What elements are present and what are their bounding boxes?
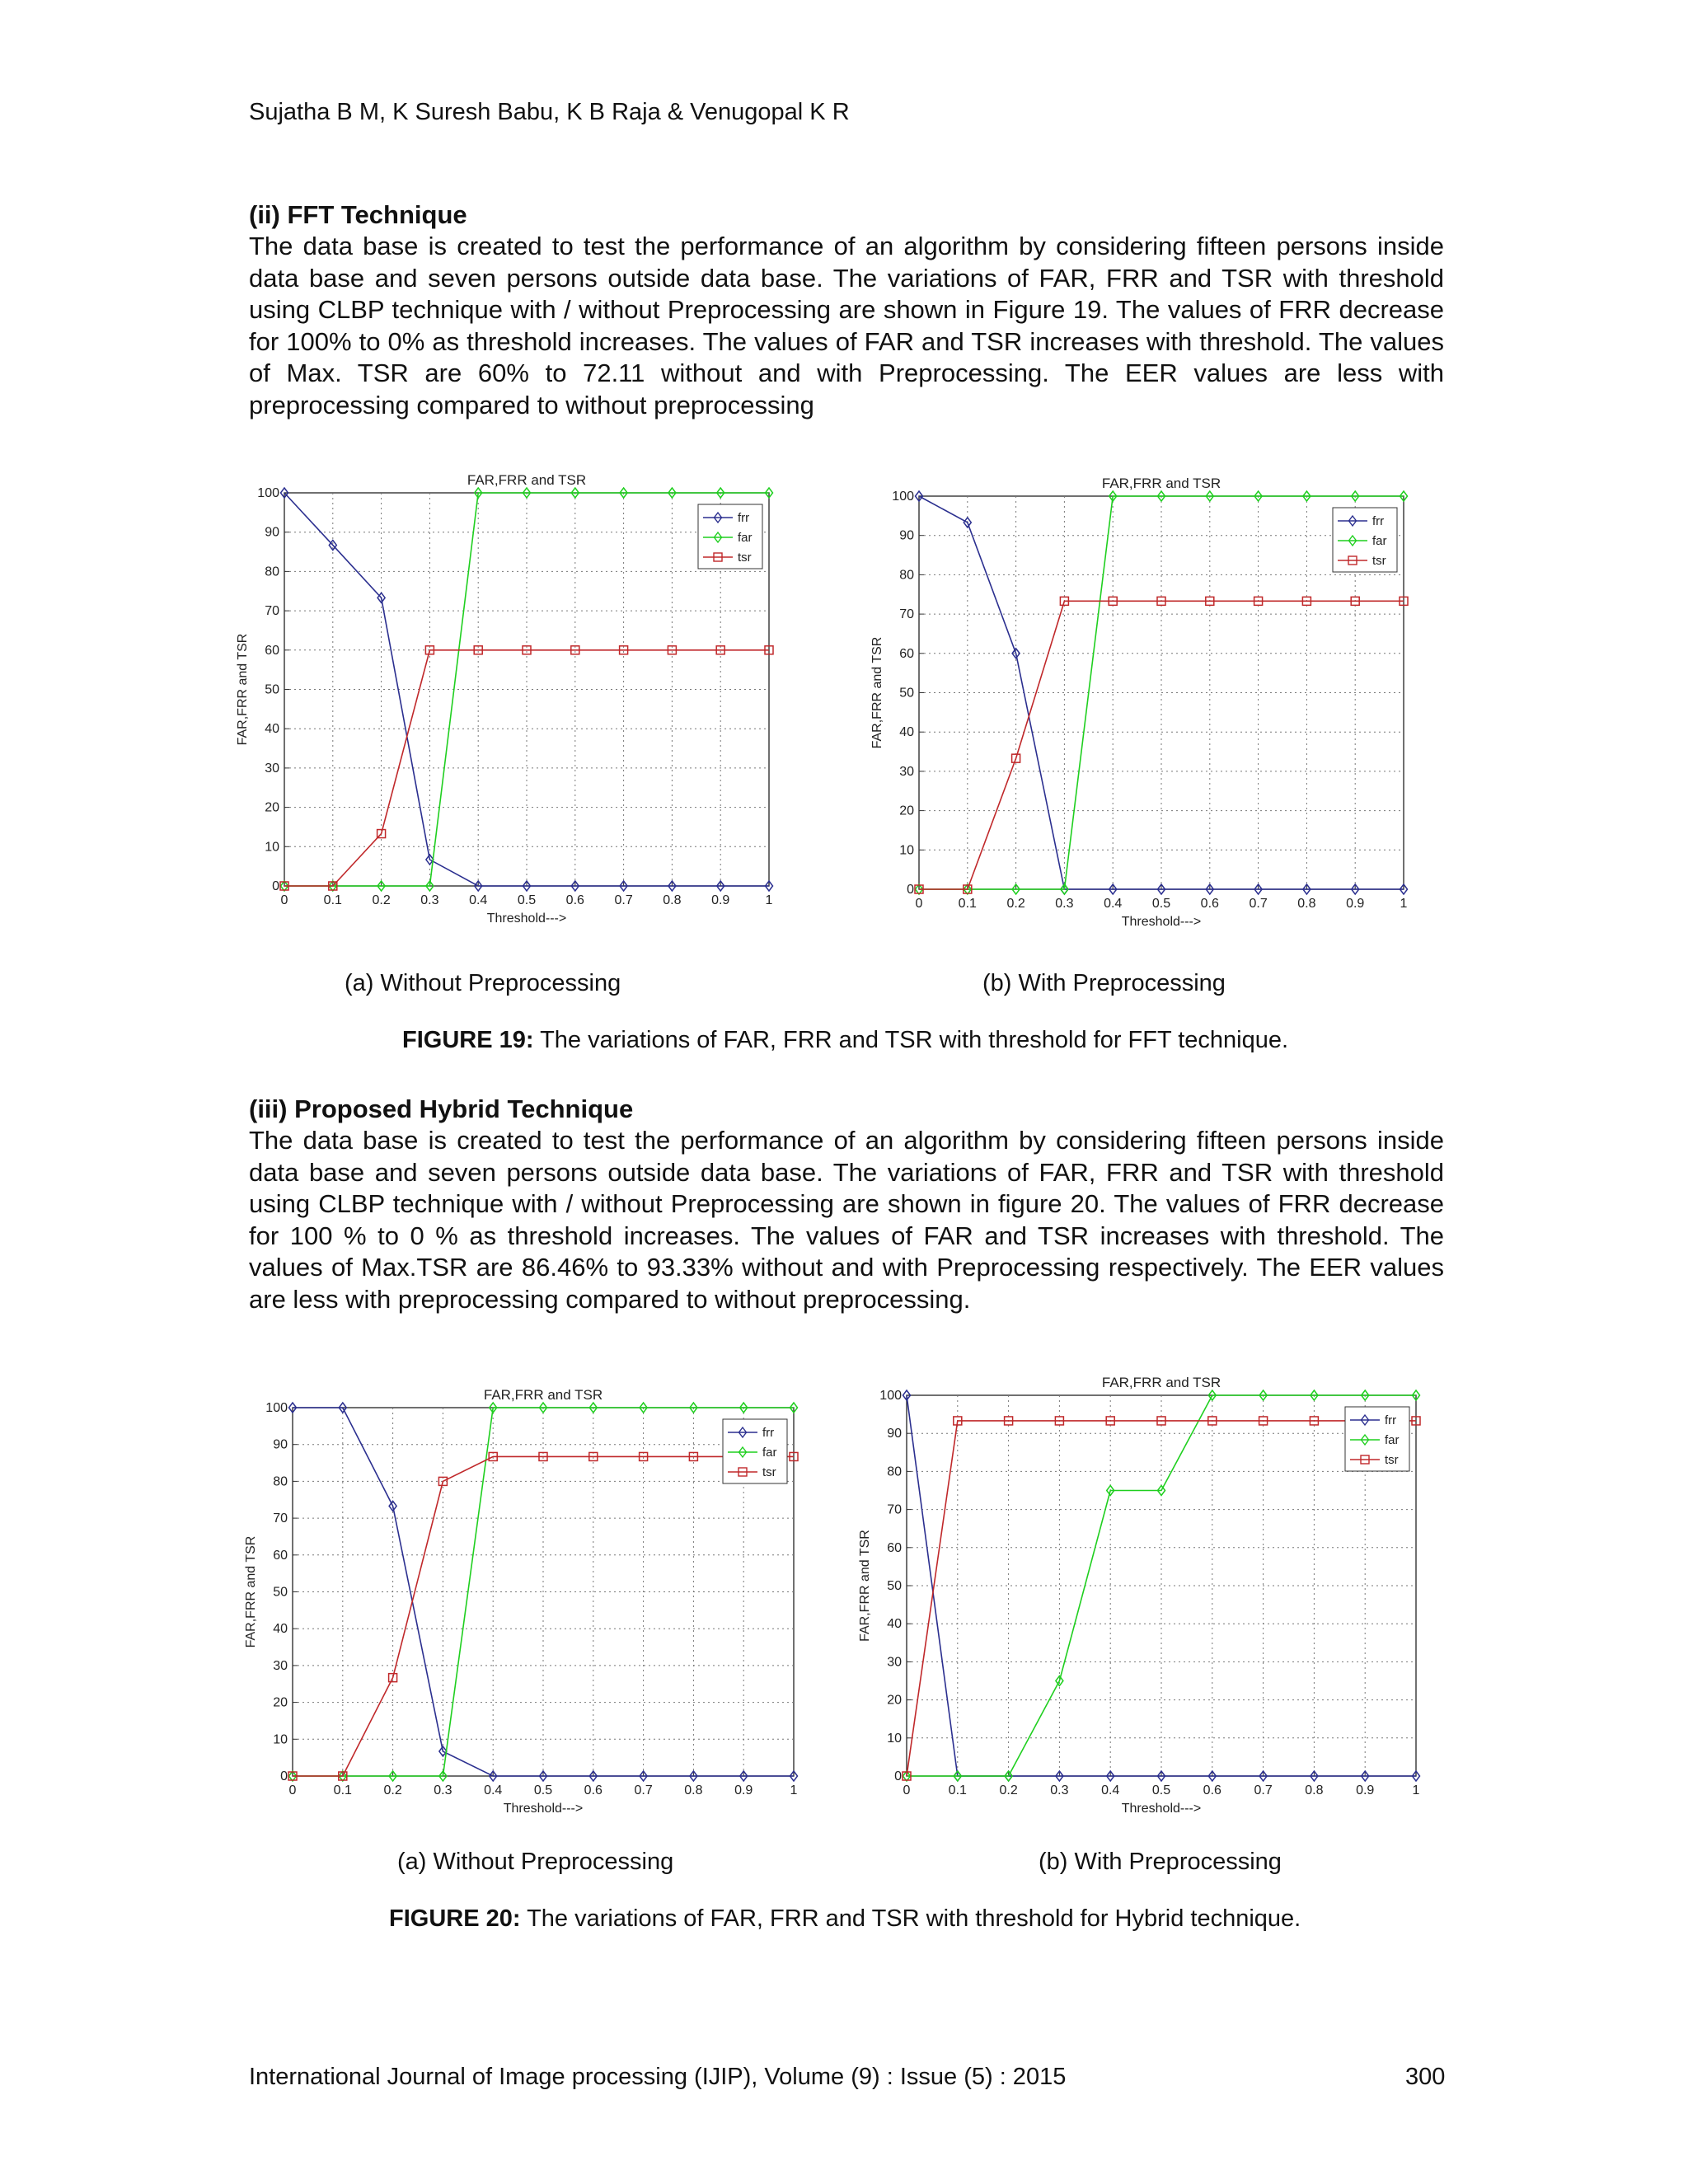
x-tick-label: 1 — [765, 893, 773, 907]
y-tick-label: 80 — [265, 565, 279, 579]
figure19-caption-label: FIGURE 19: — [402, 1027, 534, 1053]
y-tick-label: 40 — [273, 1622, 288, 1637]
x-tick-label: 0.7 — [634, 1783, 653, 1797]
x-tick-label: 0 — [280, 893, 288, 907]
y-tick-label: 100 — [892, 490, 914, 504]
x-tick-label: 0.7 — [1249, 897, 1268, 911]
x-tick-label: 0.2 — [1006, 897, 1025, 911]
y-tick-label: 70 — [265, 604, 279, 619]
y-tick-label: 100 — [257, 486, 279, 500]
running-head: Sujatha B M, K Suresh Babu, K B Raja & Venugopal K R — [249, 99, 850, 125]
y-tick-label: 50 — [273, 1585, 288, 1600]
y-tick-label: 0 — [907, 883, 914, 897]
y-tick-label: 60 — [887, 1540, 902, 1555]
chart-fig20a — [235, 1378, 812, 1827]
y-tick-label: 50 — [265, 682, 279, 697]
y-tick-label: 30 — [887, 1655, 902, 1670]
y-axis-label: FAR,FRR and TSR — [244, 1535, 258, 1648]
x-tick-label: 0.9 — [1346, 897, 1365, 911]
x-tick-label: 0.8 — [1297, 897, 1316, 911]
x-tick-label: 0.6 — [1200, 897, 1219, 911]
y-tick-label: 70 — [899, 607, 914, 622]
x-tick-label: 0.2 — [372, 893, 391, 907]
x-axis-label: Threshold---> — [486, 912, 567, 926]
y-tick-label: 80 — [273, 1474, 288, 1489]
y-tick-label: 60 — [273, 1548, 288, 1563]
y-tick-label: 30 — [265, 761, 279, 776]
x-tick-label: 0.1 — [333, 1783, 352, 1797]
chart-title: FAR,FRR and TSR — [1101, 476, 1221, 491]
paragraph-hybrid: The data base is created to test the performance of an algorithm by considering fifteen persons inside data base and seven persons outside data base. The variations of FAR, FRR and TSR with threshold using CLBP technique with / without Preprocessing are shown in figure 20. The values of FRR decrease for 100 % to 0 % as threshold increases. The values of FAR and TSR increases with threshold. The values of Max.TSR are 86.46% to 93.33% without and with Preprocessing respectively. The EER values are less with preprocessing compared to without preprocessing. — [249, 1126, 1444, 1314]
y-tick-label: 20 — [265, 800, 279, 815]
x-tick-label: 0.1 — [948, 1783, 967, 1797]
x-tick-label: 0.7 — [1254, 1783, 1273, 1797]
y-tick-label: 40 — [887, 1617, 902, 1632]
x-tick-label: 0.1 — [958, 897, 977, 911]
x-tick-label: 0.9 — [734, 1783, 753, 1797]
y-tick-label: 90 — [273, 1437, 288, 1452]
legend-label-tsr: tsr — [738, 551, 752, 565]
y-tick-label: 100 — [265, 1401, 288, 1415]
y-tick-label: 90 — [899, 528, 914, 543]
x-tick-label: 0.2 — [999, 1783, 1018, 1797]
legend-label-far: far — [1385, 1433, 1400, 1447]
legend-label-frr: frr — [1385, 1413, 1397, 1427]
x-tick-label: 0.8 — [1305, 1783, 1324, 1797]
legend-label-tsr: tsr — [762, 1465, 776, 1479]
y-tick-label: 60 — [899, 646, 914, 661]
legend-label-frr: frr — [1372, 514, 1385, 528]
chart-fig19b — [861, 466, 1422, 940]
x-tick-label: 0.9 — [711, 893, 730, 907]
x-tick-label: 0 — [288, 1783, 297, 1797]
y-tick-label: 40 — [265, 722, 279, 737]
x-tick-label: 0.2 — [383, 1783, 402, 1797]
y-tick-label: 90 — [887, 1427, 902, 1441]
figure20-subcaption-b: (b) With Preprocessing — [1039, 1849, 1282, 1875]
y-tick-label: 10 — [273, 1732, 288, 1747]
y-axis-label: FAR,FRR and TSR — [236, 633, 250, 746]
legend-label-tsr: tsr — [1385, 1453, 1399, 1467]
x-tick-label: 0.4 — [484, 1783, 503, 1797]
chart-title: FAR,FRR and TSR — [1101, 1375, 1221, 1390]
y-tick-label: 0 — [280, 1769, 288, 1783]
x-tick-label: 0.6 — [565, 893, 584, 907]
x-tick-label: 0.8 — [684, 1783, 703, 1797]
y-tick-label: 0 — [272, 879, 279, 893]
legend-box — [698, 504, 762, 569]
legend-box — [1333, 508, 1397, 572]
y-axis-label: FAR,FRR and TSR — [858, 1530, 872, 1642]
figure20-subcaption-a: (a) Without Preprocessing — [397, 1849, 674, 1875]
figure19-caption-text: The variations of FAR, FRR and TSR with threshold for FFT technique. — [533, 1027, 1289, 1053]
y-tick-label: 90 — [265, 525, 279, 540]
legend-label-tsr: tsr — [1372, 554, 1386, 568]
y-tick-label: 30 — [273, 1658, 288, 1673]
y-tick-label: 40 — [899, 725, 914, 740]
y-axis-label: FAR,FRR and TSR — [870, 636, 884, 749]
x-tick-label: 0.5 — [533, 1783, 553, 1797]
legend-label-far: far — [1372, 534, 1387, 548]
x-tick-label: 1 — [1412, 1783, 1420, 1797]
x-tick-label: 0.3 — [1050, 1783, 1069, 1797]
y-tick-label: 50 — [887, 1579, 902, 1593]
legend-box — [723, 1419, 787, 1483]
y-tick-label: 10 — [899, 843, 914, 858]
y-tick-label: 10 — [265, 840, 279, 855]
figure20-caption — [389, 1905, 1301, 1933]
x-axis-label: Threshold---> — [503, 1802, 584, 1816]
figure19-subcaption-b: (b) With Preprocessing — [982, 970, 1226, 996]
x-tick-label: 0.5 — [517, 893, 537, 907]
x-tick-label: 0.9 — [1356, 1783, 1375, 1797]
y-tick-label: 30 — [899, 764, 914, 779]
y-tick-label: 0 — [894, 1769, 902, 1783]
x-tick-label: 0.4 — [1104, 897, 1123, 911]
x-tick-label: 0.6 — [1203, 1783, 1221, 1797]
x-tick-label: 1 — [1400, 897, 1408, 911]
chart-fig20b — [849, 1366, 1434, 1827]
page-number: 300 — [1405, 2064, 1446, 2090]
y-tick-label: 20 — [273, 1695, 288, 1710]
x-tick-label: 0.7 — [614, 893, 633, 907]
legend-label-frr: frr — [762, 1426, 775, 1440]
x-tick-label: 1 — [790, 1783, 798, 1797]
x-axis-label: Threshold---> — [1121, 915, 1202, 929]
x-tick-label: 0.3 — [434, 1783, 452, 1797]
y-tick-label: 20 — [887, 1693, 902, 1708]
x-tick-label: 0 — [915, 897, 923, 911]
plot-frame — [907, 1395, 1416, 1776]
y-tick-label: 100 — [879, 1389, 902, 1403]
x-axis-label: Threshold---> — [1121, 1802, 1202, 1816]
y-tick-label: 50 — [899, 686, 914, 701]
y-tick-label: 10 — [887, 1731, 902, 1746]
y-tick-label: 70 — [887, 1502, 902, 1517]
chart-title: FAR,FRR and TSR — [483, 1387, 603, 1403]
x-tick-label: 0.3 — [1055, 897, 1074, 911]
x-tick-label: 0.4 — [1101, 1783, 1120, 1797]
x-tick-label: 0.5 — [1151, 897, 1171, 911]
section-heading-fft: (ii) FFT Technique — [249, 200, 467, 229]
y-tick-label: 60 — [265, 643, 279, 658]
y-tick-label: 80 — [899, 568, 914, 583]
y-tick-label: 70 — [273, 1511, 288, 1526]
x-tick-label: 0.1 — [323, 893, 342, 907]
x-tick-label: 0.6 — [584, 1783, 603, 1797]
figure19-subcaption-a: (a) Without Preprocessing — [345, 970, 621, 996]
section-heading-hybrid: (iii) Proposed Hybrid Technique — [249, 1094, 634, 1123]
figure19-caption — [402, 1027, 1288, 1054]
chart-title: FAR,FRR and TSR — [467, 472, 587, 488]
legend-box — [1345, 1407, 1409, 1471]
y-tick-label: 20 — [899, 804, 914, 818]
x-tick-label: 0.4 — [469, 893, 488, 907]
figure20-caption-text: The variations of FAR, FRR and TSR with threshold for Hybrid technique. — [520, 1905, 1301, 1932]
legend-label-far: far — [762, 1446, 777, 1460]
figure20-caption-label: FIGURE 20: — [389, 1905, 521, 1932]
chart-fig19a — [227, 463, 787, 937]
x-tick-label: 0.8 — [663, 893, 682, 907]
x-tick-label: 0 — [903, 1783, 911, 1797]
footer-journal: International Journal of Image processing (IJIP), Volume (9) : Issue (5) : 2015 — [249, 2064, 1067, 2090]
x-tick-label: 0.3 — [420, 893, 439, 907]
x-tick-label: 0.5 — [1151, 1783, 1171, 1797]
y-tick-label: 80 — [887, 1465, 902, 1479]
legend-label-far: far — [738, 531, 753, 545]
legend-label-frr: frr — [738, 511, 750, 525]
paragraph-fft: The data base is created to test the performance of an algorithm by considering fifteen persons inside data base and seven persons outside data base. The variations of FAR, FRR and TSR with threshold using CLBP technique with / without Preprocessing are shown in Figure 19. The values of FRR decrease for 100% to 0% as threshold increases. The values of FAR and TSR increases with threshold. The values of Max. TSR are 60% to 72.11 without and with Preprocessing. The EER values are less with preprocessing compared to without preprocessing — [249, 232, 1444, 419]
